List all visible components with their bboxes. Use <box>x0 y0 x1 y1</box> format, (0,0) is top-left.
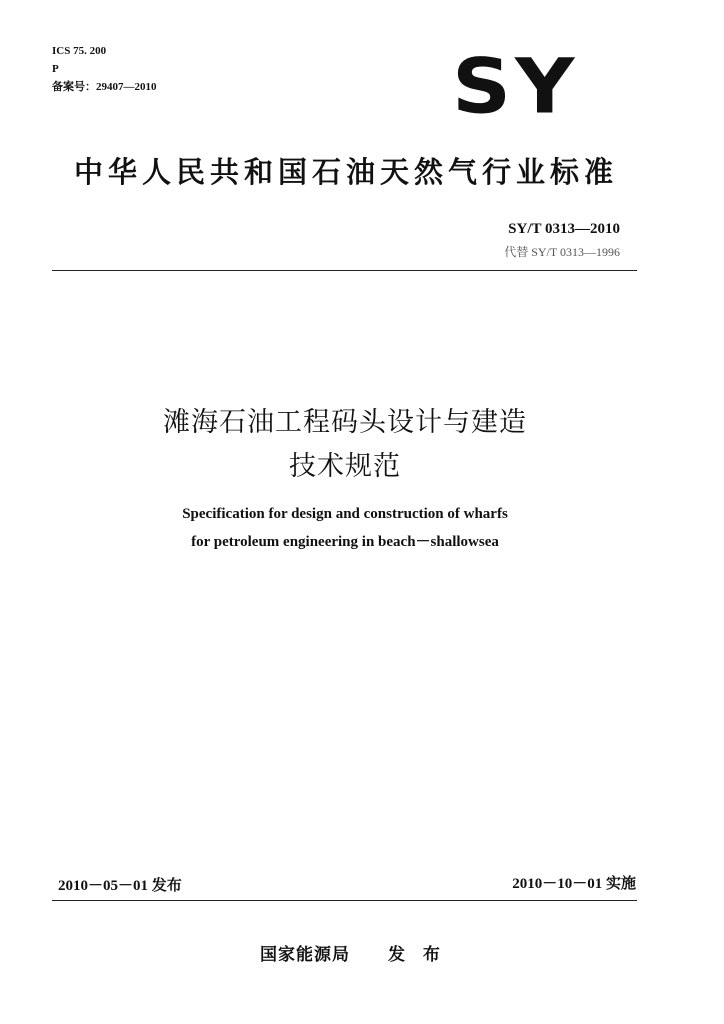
chinese-title-line-2: 技术规范 <box>289 451 401 482</box>
english-title-line-1: Specification for design and construction of wharfs <box>182 506 508 522</box>
chinese-title-line-1: 滩海石油工程码头设计与建造 <box>163 407 527 438</box>
effective-date: 2010－10－01 实施 <box>512 876 636 892</box>
standard-number: SY/T 0313—2010 <box>508 221 620 237</box>
publisher-name: 国家能源局 <box>260 945 350 965</box>
english-title-line-2: for petroleum engineering in beach－shallowsea <box>191 534 499 550</box>
replaces-standard: 代替 SY/T 0313—1996 <box>504 245 620 259</box>
category-code: P <box>52 63 59 75</box>
bottom-divider <box>52 900 637 901</box>
issue-date: 2010－05－01 发布 <box>58 878 182 894</box>
ics-code: ICS 75. 200 <box>52 45 107 57</box>
industry-standard-heading: 中华人民共和国石油天然气行业标准 <box>74 155 619 189</box>
top-divider <box>52 270 637 271</box>
record-number: 备案号：29407—2010 <box>52 81 157 93</box>
sy-logo: SY <box>452 43 579 131</box>
publish-label: 发 布 <box>388 945 446 965</box>
